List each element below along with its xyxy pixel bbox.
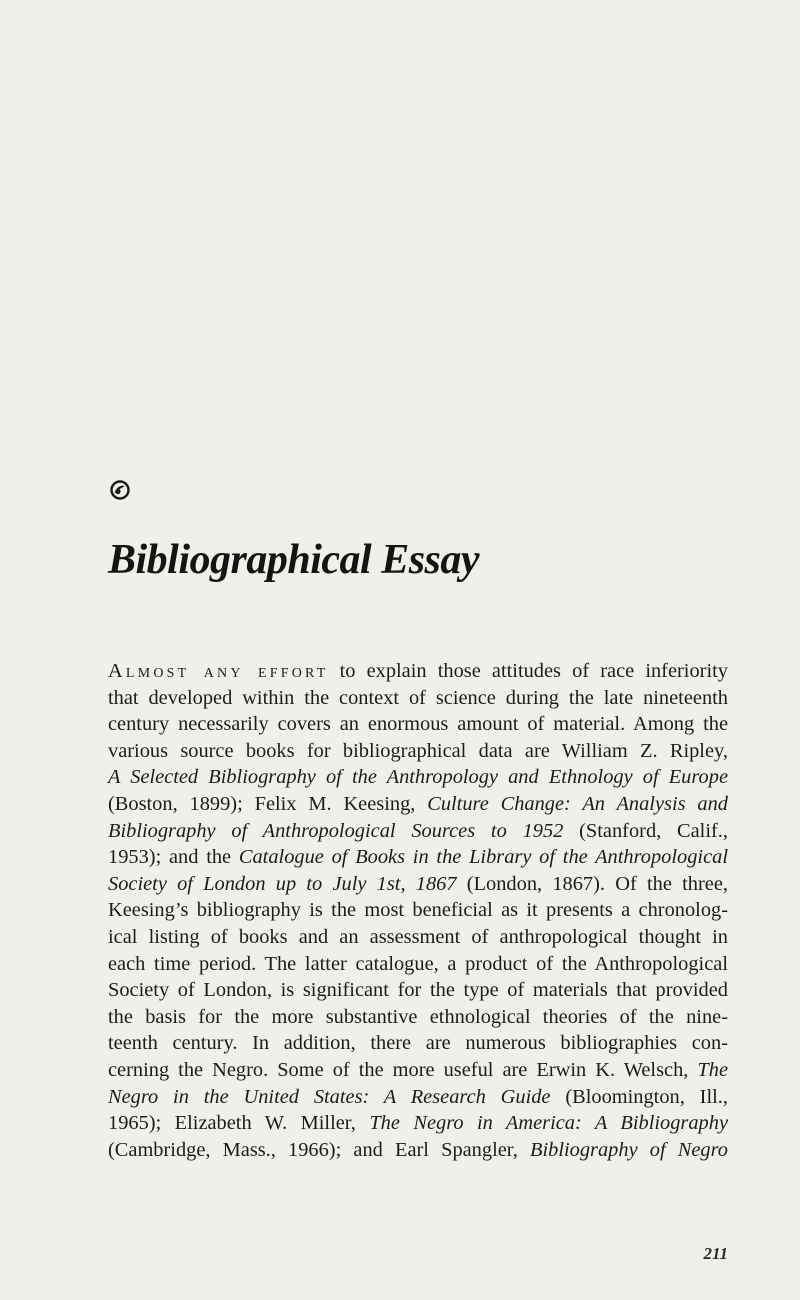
body-text-run: century necessarily covers an enormous amount of material. Among the	[108, 713, 728, 736]
italic-title-text: The	[697, 1058, 728, 1081]
body-text-run: 1965); Elizabeth W. Miller,	[108, 1112, 370, 1135]
body-text-run: various source books for bibliographical data are William Z. Ripley,	[108, 739, 728, 762]
essay-paragraph	[108, 658, 728, 1163]
body-text-run: (Stanford, Calif.,	[563, 819, 728, 842]
text-line	[108, 977, 728, 1004]
text-line	[108, 951, 728, 978]
text-line	[108, 711, 728, 738]
text-line	[108, 871, 728, 898]
text-line	[108, 764, 728, 791]
text-line	[108, 924, 728, 951]
text-line	[108, 1110, 728, 1137]
text-line	[108, 1004, 728, 1031]
text-line	[108, 844, 728, 871]
text-line	[108, 1137, 728, 1164]
body-text-run: the basis for the more substantive ethnological theories of the nine-	[108, 1005, 728, 1028]
body-text-run: each time period. The latter catalogue, a product of the Anthropological	[108, 952, 728, 975]
italic-title-text: Negro in the United States: A Research Guide	[108, 1085, 551, 1108]
body-text-run: that developed within the context of science during the late nineteenth	[108, 686, 728, 709]
chapter-ornament-icon	[108, 478, 132, 502]
text-line	[108, 897, 728, 924]
text-line	[108, 658, 728, 685]
body-text-run: to explain those attitudes of race inferiority	[328, 660, 728, 682]
text-line	[108, 738, 728, 765]
text-line	[108, 685, 728, 712]
text-line	[108, 1057, 728, 1084]
text-line	[108, 818, 728, 845]
italic-title-text: Catalogue of Books in the Library of the Anthropological	[238, 846, 728, 869]
body-text-run: Keesing’s bibliography is the most beneficial as it presents a chronolog-	[108, 899, 728, 922]
body-text-run: Society of London, is significant for the type of materials that provided	[108, 979, 728, 1002]
italic-title-text: The Negro in America: A Bibliography	[369, 1112, 728, 1135]
text-line	[108, 1084, 728, 1111]
body-text-run: 1953); and the	[108, 846, 239, 869]
italic-title-text: Culture Change: An Analysis and	[427, 792, 728, 815]
italic-title-text: A Selected Bibliography of the Anthropology and Ethnology of Europe	[108, 766, 728, 789]
italic-title-text: Bibliography of Anthropological Sources to 1952	[108, 819, 564, 842]
body-text-run: (Bloomington, Ill.,	[550, 1085, 728, 1108]
text-line	[108, 1030, 728, 1057]
page-number: 211	[703, 1244, 728, 1263]
italic-title-text: Society of London up to July 1st, 1867	[108, 872, 457, 895]
body-text-run: (Cambridge, Mass., 1966); and Earl Spangler,	[108, 1138, 531, 1161]
body-text-run: cerning the Negro. Some of the more useful are Erwin K. Welsch,	[108, 1058, 698, 1081]
body-text-run: ical listing of books and an assessment of anthropological thought in	[108, 925, 728, 948]
body-text-run: (London, 1867). Of the three,	[456, 872, 728, 895]
italic-title-text: Bibliography of Negro	[530, 1138, 728, 1161]
lead-in-small-caps: Almost any effort	[108, 660, 329, 682]
text-line	[108, 791, 728, 818]
body-text-run: teenth century. In addition, there are numerous bibliographies con-	[108, 1032, 728, 1055]
body-text-run: (Boston, 1899); Felix M. Keesing,	[108, 792, 428, 815]
chapter-title: Bibliographical Essay	[108, 537, 480, 583]
